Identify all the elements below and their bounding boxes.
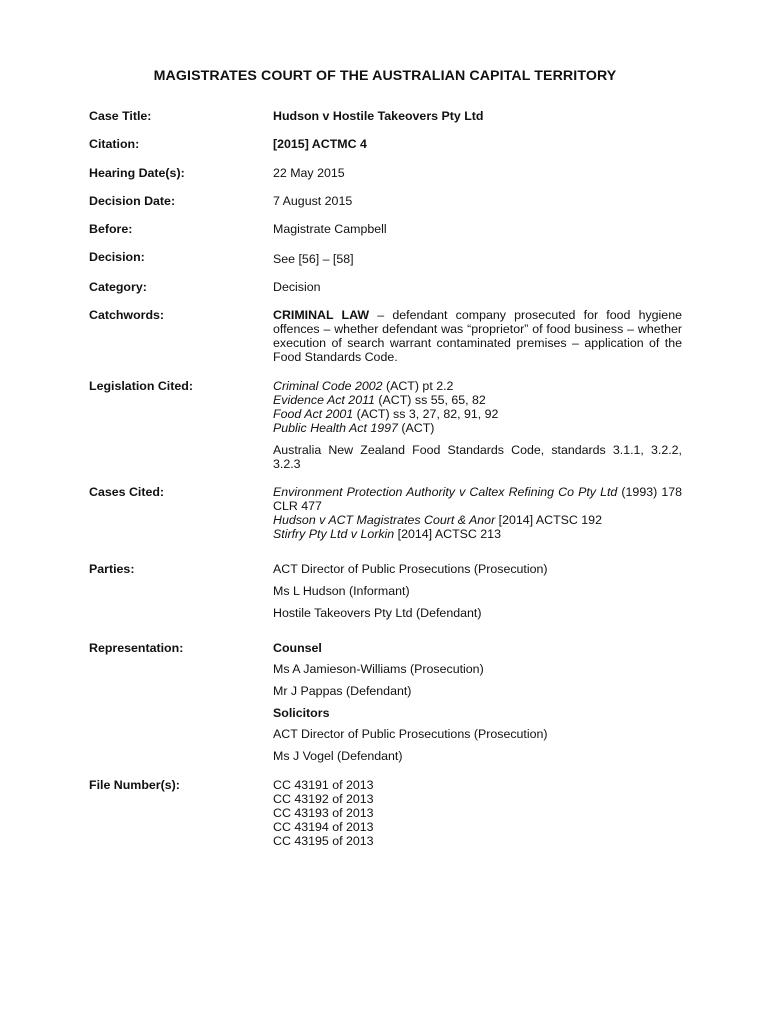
file-number-item: CC 43192 of 2013 [273,792,374,806]
party-item: Ms L Hudson (Informant) [273,584,410,598]
case-item: Stirfry Pty Ltd v Lorkin [2014] ACTSC 213 [273,527,501,541]
case-item: Environment Protection Authority v Caltex Refining Co Pty Ltd (1993) 178 CLR 477 [273,485,682,513]
cases-cited-value [273,485,682,541]
representation-label: Representation: [89,641,184,655]
category-label: Category: [89,280,147,294]
case-title-label: Case Title: [89,109,152,123]
catchwords-text: – defendant company prosecuted for food hygiene offences – whether defendant was “proprietor” of food business – whether execution of search warrant contaminated premises – application of the Food Standards Code. [273,308,682,364]
category-value: Decision [273,280,321,294]
case-title-value: Hudson v Hostile Takeovers Pty Ltd [273,109,484,123]
solicitor-item: Ms J Vogel (Defendant) [273,749,403,763]
solicitor-item: ACT Director of Public Prosecutions (Prosecution) [273,727,548,741]
catchwords-value [273,308,682,364]
before-label: Before: [89,222,133,236]
cases-cited-label: Cases Cited: [89,485,165,499]
catchwords-heading: CRIMINAL LAW [273,308,370,322]
parties-value [273,562,682,620]
file-number-item: CC 43194 of 2013 [273,820,374,834]
party-item: ACT Director of Public Prosecutions (Prosecution) [273,562,548,576]
legislation-cited-value [273,379,682,471]
party-item: Hostile Takeovers Pty Ltd (Defendant) [273,606,482,620]
catchwords-label: Catchwords: [89,308,165,322]
file-numbers-label: File Number(s): [89,778,180,792]
file-numbers-value [273,778,682,848]
legislation-item: Criminal Code 2002 (ACT) pt 2.2 [273,379,454,393]
legislation-item: Public Health Act 1997 (ACT) [273,421,435,435]
legislation-item: Food Act 2001 (ACT) ss 3, 27, 82, 91, 92 [273,407,499,421]
file-number-item: CC 43195 of 2013 [273,834,374,848]
file-number-item: CC 43193 of 2013 [273,806,374,820]
solicitors-heading: Solicitors [273,706,330,720]
representation-value [273,641,682,763]
file-number-item: CC 43191 of 2013 [273,778,374,792]
decision-date-label: Decision Date: [89,194,176,208]
case-item: Hudson v ACT Magistrates Court & Anor [2014] ACTSC 192 [273,513,602,527]
legislation-cited-label: Legislation Cited: [89,379,193,393]
hearing-dates-value: 22 May 2015 [273,166,345,180]
hearing-dates-label: Hearing Date(s): [89,166,185,180]
counsel-heading: Counsel [273,641,322,655]
legislation-item: Evidence Act 2011 (ACT) ss 55, 65, 82 [273,393,486,407]
decision-value: See [56] – [58] [273,252,354,266]
counsel-item: Ms A Jamieson-Williams (Prosecution) [273,662,484,676]
before-value: Magistrate Campbell [273,222,387,236]
citation-value: [2015] ACTMC 4 [273,137,367,151]
parties-label: Parties: [89,562,135,576]
page-title: MAGISTRATES COURT OF THE AUSTRALIAN CAPITAL TERRITORY [153,68,617,84]
citation-label: Citation: [89,137,140,151]
decision-label: Decision: [89,250,145,264]
counsel-item: Mr J Pappas (Defendant) [273,684,412,698]
decision-date-value: 7 August 2015 [273,194,353,208]
food-standards-code: Australia New Zealand Food Standards Code, standards 3.1.1, 3.2.2, 3.2.3 [273,442,682,471]
